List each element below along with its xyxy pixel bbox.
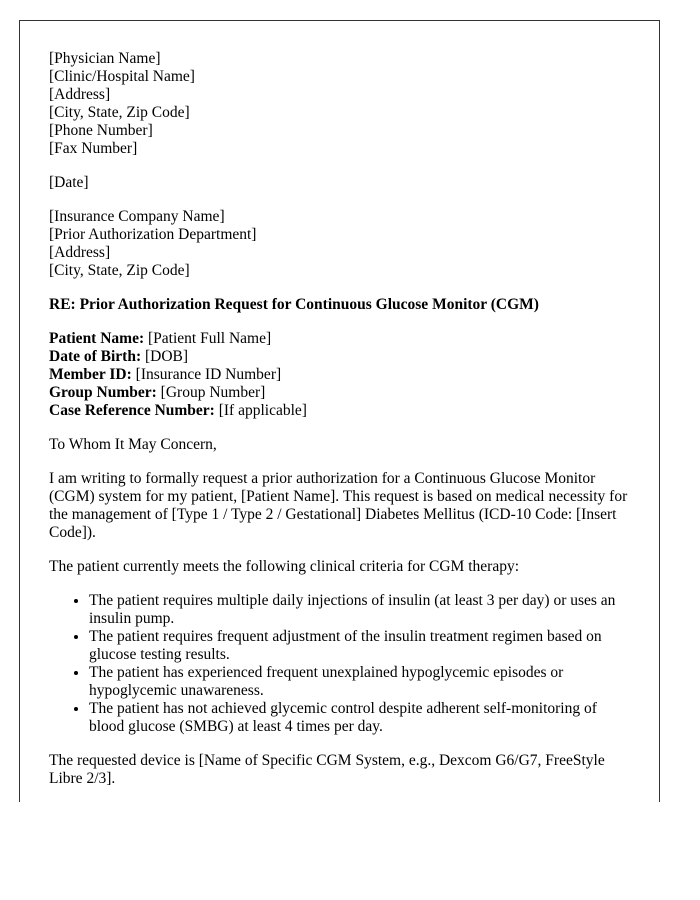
field-value: [Group Number] [156,384,266,401]
sender-line: [Phone Number] [49,122,153,139]
field-value: [Patient Full Name] [144,330,272,347]
intro-paragraph: I am writing to formally request a prior authorization for a Continuous Glucose Monitor (CGM) system for my patient, [Patient Name]. This request is based on medical necessity for the management of [Type 1 / Type 2 / Gestational] Diabetes Mellitus (ICD-10 Code: [Insert Code]). [49,470,628,541]
subject-line [49,296,630,314]
criteria-intro: The patient currently meets the following clinical criteria for CGM therapy: [49,558,520,575]
recipient-line: [Address] [49,244,111,261]
field-value: [If applicable] [214,402,307,419]
criteria-item: • The patient requires multiple daily injections of insulin (at least 3 per day) or uses an insulin pump. [89,592,630,628]
criteria-item: • The patient has experienced frequent unexplained hypoglycemic episodes or hypoglycemic unawareness. [89,664,630,700]
sender-line: [Address] [49,86,111,103]
recipient-block [49,208,630,280]
subject-text: RE: Prior Authorization Request for Continuous Glucose Monitor (CGM) [49,296,539,313]
criteria-item: • The patient has not achieved glycemic control despite adherent self-monitoring of blood glucose (SMBG) at least 4 times per day. [89,700,630,736]
sender-line: [Clinic/Hospital Name] [49,68,195,85]
criteria-item: • The patient requires frequent adjustment of the insulin treatment regimen based on glucose testing results. [89,628,630,664]
sender-block [49,50,630,158]
patient-info [49,330,630,420]
recipient-line: [Insurance Company Name] [49,208,225,225]
criteria-list [49,592,630,736]
field-label: Group Number: [49,384,157,401]
patient-field [49,402,630,420]
field-value: [DOB] [141,348,189,365]
recipient-line: [Prior Authorization Department] [49,226,257,243]
letter-page [19,20,660,802]
salutation: To Whom It May Concern, [49,436,217,453]
field-label: Patient Name: [49,330,145,347]
recipient-line: [City, State, Zip Code] [49,262,190,279]
field-label: Case Reference Number: [49,402,215,419]
sender-line: [Fax Number] [49,140,138,157]
patient-field [49,384,630,402]
patient-field [49,348,630,366]
device-paragraph: The requested device is [Name of Specific CGM System, e.g., Dexcom G6/G7, FreeStyle Libre 2/3]. [49,752,605,787]
sender-line: [Physician Name] [49,50,161,67]
letter-date: [Date] [49,174,89,191]
field-value: [Insurance ID Number] [131,366,282,383]
patient-field [49,330,630,348]
sender-line: [City, State, Zip Code] [49,104,190,121]
patient-field [49,366,630,384]
field-label: Member ID: [49,366,132,383]
field-label: Date of Birth: [49,348,142,365]
